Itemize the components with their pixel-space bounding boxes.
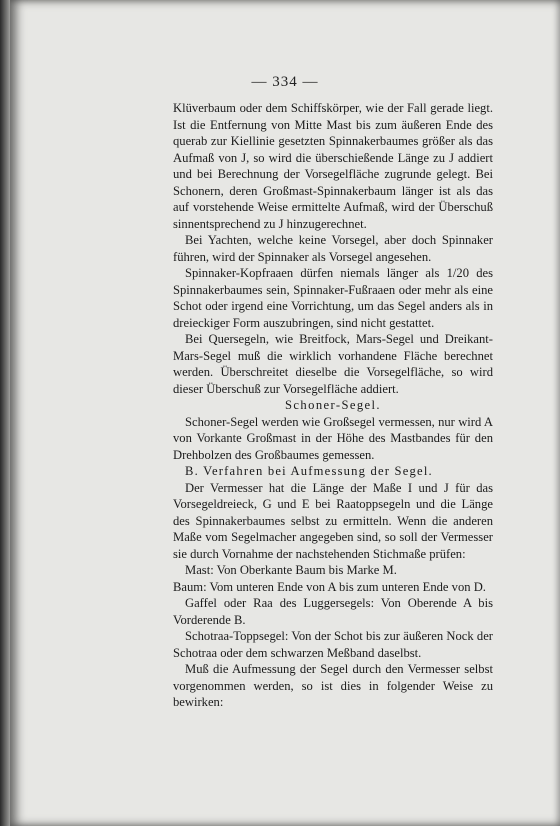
section-heading-schoner: Schoner-Segel.: [285, 398, 381, 412]
paragraph: Der Vermesser hat die Länge der Maße I und J für das Vorsegeldreieck, G und E bei Raatoppsegeln und die Länge des Spinnakerbaumes selbst zu ermitteln. Wenn die anderen Maße vom Segelmacher angegeben sind, so soll der Vermesser sie durch Vornahme der nachstehenden Stichmaße prüfen:: [173, 480, 493, 561]
list-item: Gaffel oder Raa des Luggersegels: Von Oberende A bis Vorderende B.: [173, 596, 493, 627]
page-number: — 334 —: [251, 74, 319, 90]
paragraph: Klüverbaum oder dem Schiffskörper, wie der Fall gerade liegt. Ist die Entfernung von Mitte Mast bis zum äußeren Ende des querab zur Kiellinie gesetzten Spinnakerbaumes größer als das Aufmaß von J, so wird die überschießende Länge zu J addiert und bei Berechnung der Vorsegelfläche zugrunde gelegt. Bei Schonern, deren Großmast-Spinnakerbaum länger ist als das auf vorstehende Weise ermittelte Aufmaß, wird der Überschuß sinnentsprechend zu J hinzugerechnet.: [173, 101, 493, 231]
paragraph: Bei Quersegeln, wie Breitfock, Mars-Segel und Dreikant-Mars-Segel muß die wirklich vorhandene Fläche berechnet werden. Überschreitet dieselbe die Vorsegelfläche, so wird dieser Überschuß zur Vorsegelfläche addiert.: [173, 332, 493, 396]
page-body: [173, 100, 493, 711]
list-item: Baum: Vom unteren Ende von A bis zum unteren Ende von D.: [173, 579, 486, 594]
paragraph: Bei Yachten, welche keine Vorsegel, aber doch Spinnaker führen, wird der Spinnaker als Vorsegel angesehen.: [173, 233, 493, 264]
list-item: Mast: Von Oberkante Baum bis Marke M.: [185, 563, 397, 577]
section-heading-b: B. Verfahren bei Aufmessung der Segel.: [185, 464, 433, 478]
book-page: [10, 0, 560, 826]
paragraph: Muß die Aufmessung der Segel durch den Vermesser selbst vorgenommen werden, so ist dies in folgender Weise zu bewirken:: [173, 662, 493, 709]
list-item: Schotraa-Toppsegel: Von der Schot bis zur äußeren Nock der Schotraa oder dem schwarzen Meßband daselbst.: [173, 629, 493, 660]
paragraph: Schoner-Segel werden wie Großsegel vermessen, nur wird A von Vorkante Großmast in der Höhe des Mastbandes für den Drehbolzen des Großbaumes gemessen.: [173, 414, 493, 462]
paragraph: Spinnaker-Kopfraaen dürfen niemals länger als 1/20 des Spinnakerbaumes sein, Spinnaker-Fußraaen oder mehr als eine Schot oder irgend eine Vorrichtung, um das Segel anders als in dreieckiger Form auszubringen, sind nicht gestattet.: [173, 266, 493, 330]
